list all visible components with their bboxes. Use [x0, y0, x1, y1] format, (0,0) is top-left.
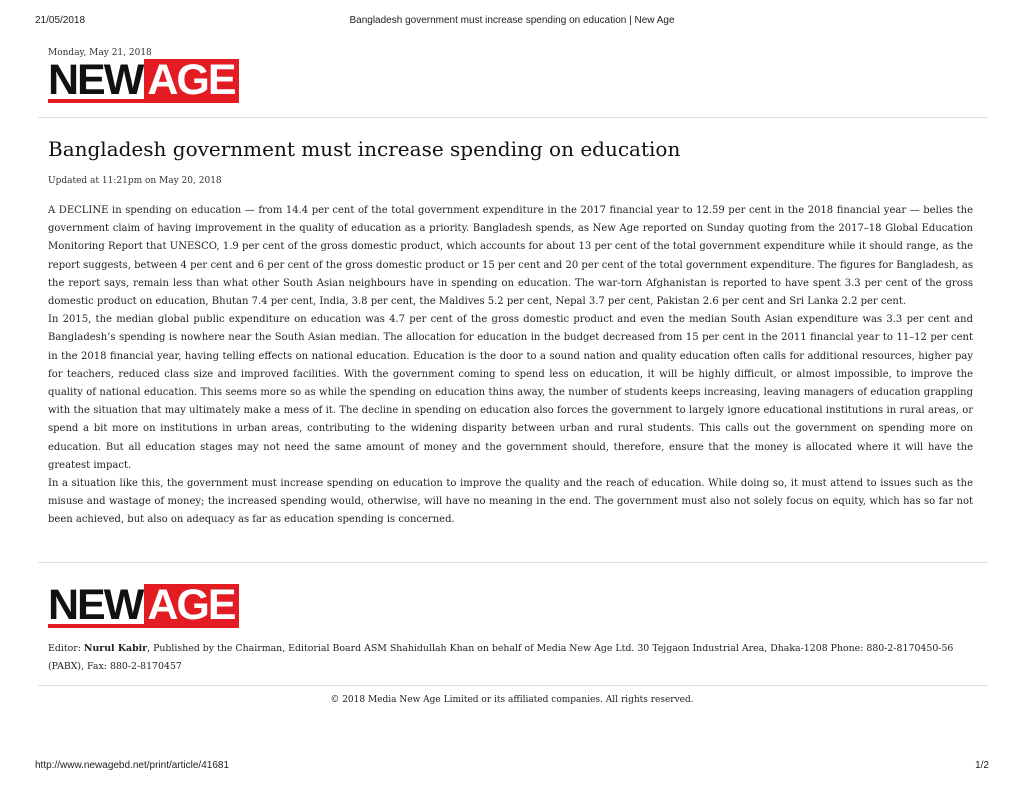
logo-word-new: NEW — [48, 59, 143, 103]
editor-label: Editor: — [48, 643, 84, 654]
article-paragraph: In a situation like this, the government must increase spending on education to improve the quality and the reach of education. While doing so, it must attend to issues such as the misuse and wastage of money; the increased spending would, otherwise, will have no meaning in the end. The government must also not solely focus on equity, which has so far not been achieved, but also on adequacy as far as education spending is concerned. — [48, 478, 973, 526]
print-header — [35, 15, 989, 29]
logo-word-age: AGE — [144, 59, 238, 103]
print-page-title: Bangladesh government must increase spending on education | New Age — [349, 15, 675, 26]
article-paragraph: In 2015, the median global public expenditure on education was 4.7 per cent of the gross domestic product and even the median South Asian expenditure was 3.3 per cent and Bangladesh’s spending is nowhere near the South Asian median. The allocation for education in the budget decreased from 15 per cent in the 2011 financial year to 11–12 per cent in the 2018 financial year, having telling effects on national education. Education is the door to a sound nation and quality education often calls for additional resources, higher pay for teachers, reduced class size and improved facilities. With the government coming to spend less on education, it will be highly difficult, or almost impossible, to improve the quality of national education. This seems more so as while the spending on education thins away, the number of students keeps increasing, leaving managers of education grappling with the situation that may ultimately make a mess of it. The decline in spending on education also forces the government to largely ignore educational institutions in rural areas, or spend a bit more on institutions in urban areas, contributing to the widening disparity between urban and rural students. This calls out the government on spending more on education. But all education stages may not need the same amount of money and the government should, therefore, ensure that the money is allocated where it will have the greatest impact. — [48, 314, 973, 471]
article-paragraph: A DECLINE in spending on education — from 14.4 per cent of the total government expenditure in the 2017 financial year to 12.59 per cent in the 2018 financial year — belies the government claim of having improvement in the quality of education as a priority. Bangladesh spends, as New Age reported on Sunday quoting from the 2017–18 Global Education Monitoring Report that UNESCO, 1.9 per cent of the gross domestic product, which accounts for about 13 per cent of the total government expenditure while it should range, as the report suggests, between 4 per cent and 6 per cent of the gross domestic product or 15 per cent and 20 per cent of the total government expenditure. The figures for Bangladesh, as the report says, remain less than what other South Asian neighbours have in spending on education. The war-torn Afghanistan is reported to have spent 3.3 per cent of the gross domestic product on education, Bhutan 7.4 per cent, India, 3.8 per cent, the Maldives 5.2 per cent, Nepal 3.7 per cent, Pakistan 2.6 per cent and Sri Lanka 2.2 per cent. — [48, 205, 973, 308]
logo-word-age: AGE — [144, 584, 238, 628]
print-url[interactable]: http://www.newagebd.net/print/article/41681 — [35, 760, 230, 771]
copyright-divider — [38, 685, 988, 686]
print-date: 21/05/2018 — [35, 15, 86, 26]
logo-word-new: NEW — [48, 584, 143, 628]
copyright-notice: © 2018 Media New Age Limited or its affiliated companies. All rights reserved. — [330, 695, 694, 705]
article-updated-timestamp: Updated at 11:21pm on May 20, 2018 — [48, 176, 222, 186]
footer-divider — [38, 562, 988, 563]
publisher-info: , Published by the Chairman, Editorial Board ASM Shahidullah Khan on behalf of Media New Age Ltd. 30 Tejgaon Industrial Area, Dhaka-1208 Phone: 880-2-8170450-56 (PABX), Fax: 880-2-8170457 — [48, 643, 954, 672]
article-body — [48, 202, 973, 530]
print-footer — [35, 760, 989, 774]
page-number: 1/2 — [975, 760, 989, 771]
masthead-date: Monday, May 21, 2018 — [48, 48, 152, 58]
new-age-logo[interactable] — [48, 59, 263, 103]
editor-name: Nurul Kabir — [83, 643, 148, 654]
article-headline: Bangladesh government must increase spending on education — [48, 137, 681, 161]
editor-info — [48, 640, 973, 676]
header-divider — [38, 117, 988, 118]
new-age-footer-logo[interactable] — [48, 584, 263, 628]
